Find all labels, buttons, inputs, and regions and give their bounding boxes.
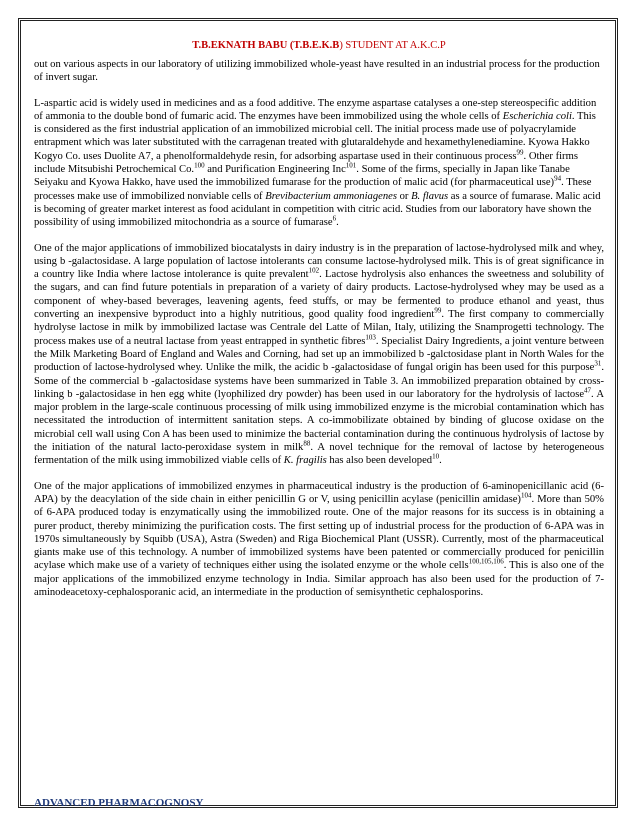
p4-c: . This is also one of the major applications of the immobilized enzyme technology in India. Similar approach has also been used for the production of 7-aminodeacetoxy-cephalosporanic acid, an intermediate in the production of semisynthetic cephalosporins. — [34, 560, 605, 598]
citation: 103 — [365, 333, 376, 342]
citation: 100,105,106 — [468, 557, 504, 566]
citation: 101 — [345, 161, 357, 170]
p3-a: One of the major applications of immobilized biocatalysts in dairy industry is in the preparation of lactose-hydrolysed milk and whey, using b -galactosidase. A large population of lactose intolerants can consume lactose-hydrolysed milk. This is of great significance in a country like India where lactose intolerance is quite prevalent — [34, 242, 604, 281]
p2-a: L-aspartic acid is widely used in medicines and as a food additive. The enzyme aspartase catalyses a one-step stereospecific addition of ammonia to the double bond of fumaric acid. The enzymes have been immobilized using the whole cells of — [34, 97, 597, 122]
p1-text: out on various aspects in our laboratory of utilizing immobilized whole-yeast have resulted in an industrial process for the production of invert sugar. — [34, 59, 600, 84]
p2-f: . Some of the firms, specially in Japan like Tanabe Seiyaku and Kyowa Hakko, have used the immobilized fumarase for the production of malic acid (for pharmaceutical use) — [34, 164, 570, 189]
p2-e: and Purification Engineering Inc — [204, 164, 346, 176]
body-text — [34, 58, 604, 611]
p3-c: . The first company to commercially hydrolyse lactose in milk by immobilized lactase was Centrale del Latte of Milan, Italy, utilizing the Snamprogetti technology. The process makes use of a neutral lactase from yeast entrapped in synthetic fibres — [34, 309, 605, 347]
citation: 88 — [303, 439, 311, 448]
citation: 102 — [308, 266, 320, 275]
p4-b: . More than 50% of 6-APA produced today is enzymatically using the immobilized route. One of the major reasons for its success is in obtaining a purer product, thereby minimizing the purification costs. The first setting up of industrial process for the production of 6-APA was in 1970s simultaneously by Squibb (USA), Astra (Sweden) and Riga Biochemical Plant (USSR). Currently, most of the pharmaceutical giants make use of this technology. A number of immobilized systems have been patented or commercially produced for penicillin acylase which make use of a variety of techniques either using the isolated enzyme or the whole cells — [34, 493, 604, 572]
header-name: T.B.EKNATH BABU (T.B.E.K.B — [192, 40, 340, 51]
p3-f: . A major problem in the large-scale continuous processing of milk using immobilized enzyme is the microbial contamination which has necessitated the introduction of intermittent sanitation steps. A co-immobilizate obtained by binding of glucose oxidase on the microbial cell wall using Con A has been used to minimize the bacterial contamination during the continuous hydrolysis of lactose by the initiation of the natural lacto-peroxidase system in milk — [34, 388, 604, 454]
p4-a: One of the major applications of immobilized enzymes in pharmaceutical industry is the production of 6-aminopenicillanic acid (6-APA) by the deacylation of the side chain in either penicillin G or V, using penicillin acylase (penicillin amidase) — [34, 480, 604, 505]
citation: 31 — [594, 359, 602, 368]
header-rest: ) STUDENT AT A.K.C.P — [339, 40, 446, 51]
page-header — [0, 40, 638, 51]
citation: 99 — [434, 306, 442, 315]
p3-h: K. fragilis — [283, 455, 327, 467]
p3-g: . A novel technique for the removal of lactose by heterogeneous fermentation of the milk using immobilized viable cells of — [34, 442, 604, 467]
paragraph-invert-sugar — [34, 58, 604, 85]
p3-j: . — [439, 455, 442, 467]
p2-b: Escherichia coli — [502, 110, 572, 122]
citation: 10 — [432, 452, 440, 461]
citation: 104 — [520, 491, 532, 500]
paragraph-aspartic-acid — [34, 97, 604, 230]
citation: 47 — [584, 386, 592, 395]
p2-d: . Other firms include Mitsubishi Petrochemical Co. — [34, 150, 578, 176]
p2-k: as a source of fumarase. Malic acid is becoming of greater market interest as food acidulant in competition with citric acid. Studies from our laboratory have shown the possibility of using immobilized mitochondria as a source of fumarase — [34, 190, 601, 229]
p3-i: has also been developed — [326, 455, 433, 467]
citation: 94 — [554, 174, 562, 183]
p2-j: B. flavus — [411, 190, 449, 202]
p3-d: . Specialist Dairy Ingredients, a joint venture between the Milk Marketing Board of England and Wales and Corning, had set up an immobilized b -galctosidase plant in North Wales for the production of lactose-hydrolysed whey. Unlike the milk, the acidic b -galactosidase of fungal origin has been used for this purpose — [34, 335, 604, 374]
citation: 6 — [332, 214, 337, 223]
citation: 99 — [516, 148, 524, 157]
paragraph-pharmaceutical-industry — [34, 480, 604, 600]
page-footer: ADVANCED PHARMACOGNOSY — [34, 797, 204, 809]
p3-b: . Lactose hydrolysis also enhances the sweetness and solubility of the sugars, and can find future potentials in preparation of a variety of dairy products. Lactose-hydrolysed whey may be used as a component of whey-based beverages, leavening agents, feed stuffs, or may be fermented to produce ethanol and yeast, thus converting an inexpensive byproduct into a highly nutritious, good quality food ingredient — [34, 269, 604, 321]
paragraph-dairy-industry — [34, 242, 604, 468]
p2-c: . This is considered as the first industrial application of an immobilized microbial cell. The initial process made use of polyacrylamide entrapment which was later substituted with the carragenan treated with glutaraldehyde and hexamethylenediamine. Kyowa Hakko Kogyo Co. uses Duolite A7, a phenolformaldehyde resin, for adsorbing aspartase used in their continuous process — [34, 110, 596, 162]
p2-l: . — [336, 217, 339, 229]
p2-h: Brevibacterium ammoniagenes — [265, 190, 397, 202]
p3-e: . Some of the commercial b -galactosidase systems have been summarized in Table 3. An immobilized preparation obtained by cross-linking b -galactosidase in hen egg white (lyophilized dry powder) has been used in our laboratory for the hydrolysis of lactose — [34, 362, 604, 400]
citation: 100 — [194, 161, 205, 170]
p2-g: . These processes make use of immobilized nonviable cells of — [34, 177, 592, 202]
p2-i: or — [396, 190, 412, 202]
